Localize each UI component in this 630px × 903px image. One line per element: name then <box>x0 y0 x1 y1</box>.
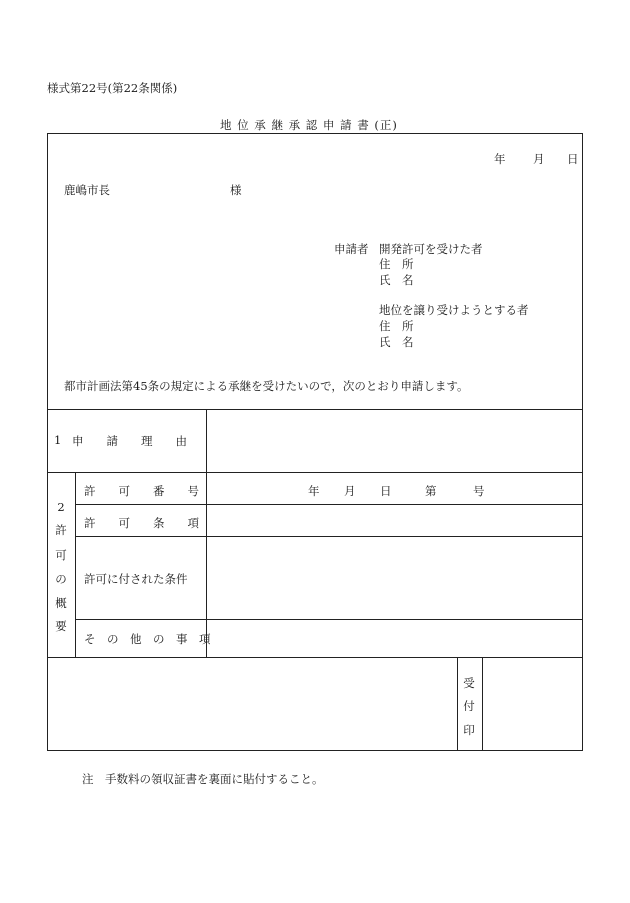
permit-number-year: 年 <box>308 484 320 498</box>
column-divider-overview <box>75 472 76 657</box>
divider-reason <box>48 472 583 473</box>
overview-char: 許 <box>55 523 67 537</box>
permit-number-label: 許 可 番 号 <box>84 484 199 498</box>
divider-permit-number <box>75 504 583 505</box>
column-divider-labels <box>206 409 207 657</box>
form-number: 様式第22号(第22条関係) <box>47 81 178 95</box>
permit-clause-label: 許 可 条 項 <box>84 516 199 530</box>
reception-char: 付 <box>463 699 475 713</box>
applicant-original-address-label: 住 所 <box>379 257 414 271</box>
permit-number-month: 月 <box>344 484 356 498</box>
divider-conditions <box>75 619 583 620</box>
permit-number-no: 第 <box>425 484 437 498</box>
divider-declaration <box>48 409 583 410</box>
permit-number-day: 日 <box>380 484 392 498</box>
applicant-successor-title: 地位を譲り受けようとする者 <box>379 303 529 317</box>
overview-char: 2 <box>57 500 65 514</box>
addressee-mayor: 鹿嶋市長 <box>64 183 110 197</box>
overview-char: 要 <box>55 619 67 633</box>
reason-number: 1 <box>54 433 62 447</box>
page-title: 地 位 承 継 承 認 申 請 書 (正) <box>220 118 398 132</box>
reception-char: 印 <box>463 723 475 737</box>
date-day: 日 <box>567 152 579 166</box>
applicant-label: 申請者 <box>334 242 369 256</box>
column-divider-reception-right <box>482 657 483 751</box>
application-form <box>47 133 583 751</box>
applicant-successor-name-label: 氏 名 <box>379 335 414 349</box>
permit-conditions-label: 許可に付された条件 <box>84 572 188 586</box>
applicant-original-name-label: 氏 名 <box>379 273 414 287</box>
date-year: 年 <box>494 152 506 166</box>
divider-permit-clause <box>75 536 583 537</box>
reason-label: 申 請 理 由 <box>72 434 187 448</box>
footnote: 注 手数料の領収証書を裏面に貼付すること。 <box>82 772 324 786</box>
overview-char: 概 <box>55 596 67 610</box>
reception-char: 受 <box>463 676 475 690</box>
addressee-honorific: 様 <box>230 183 242 197</box>
column-divider-reception-left <box>457 657 458 751</box>
declaration-text: 都市計画法第45条の規定による承継を受けたいので，次のとおり申請します。 <box>64 379 469 393</box>
permit-number-go: 号 <box>473 484 485 498</box>
date-month: 月 <box>533 152 545 166</box>
applicant-original-title: 開発許可を受けた者 <box>379 242 483 256</box>
overview-char: の <box>55 572 67 586</box>
applicant-successor-address-label: 住 所 <box>379 319 414 333</box>
divider-other <box>48 657 583 658</box>
other-matters-label: そ の 他 の 事 項 <box>84 632 211 646</box>
overview-char: 可 <box>55 548 67 562</box>
